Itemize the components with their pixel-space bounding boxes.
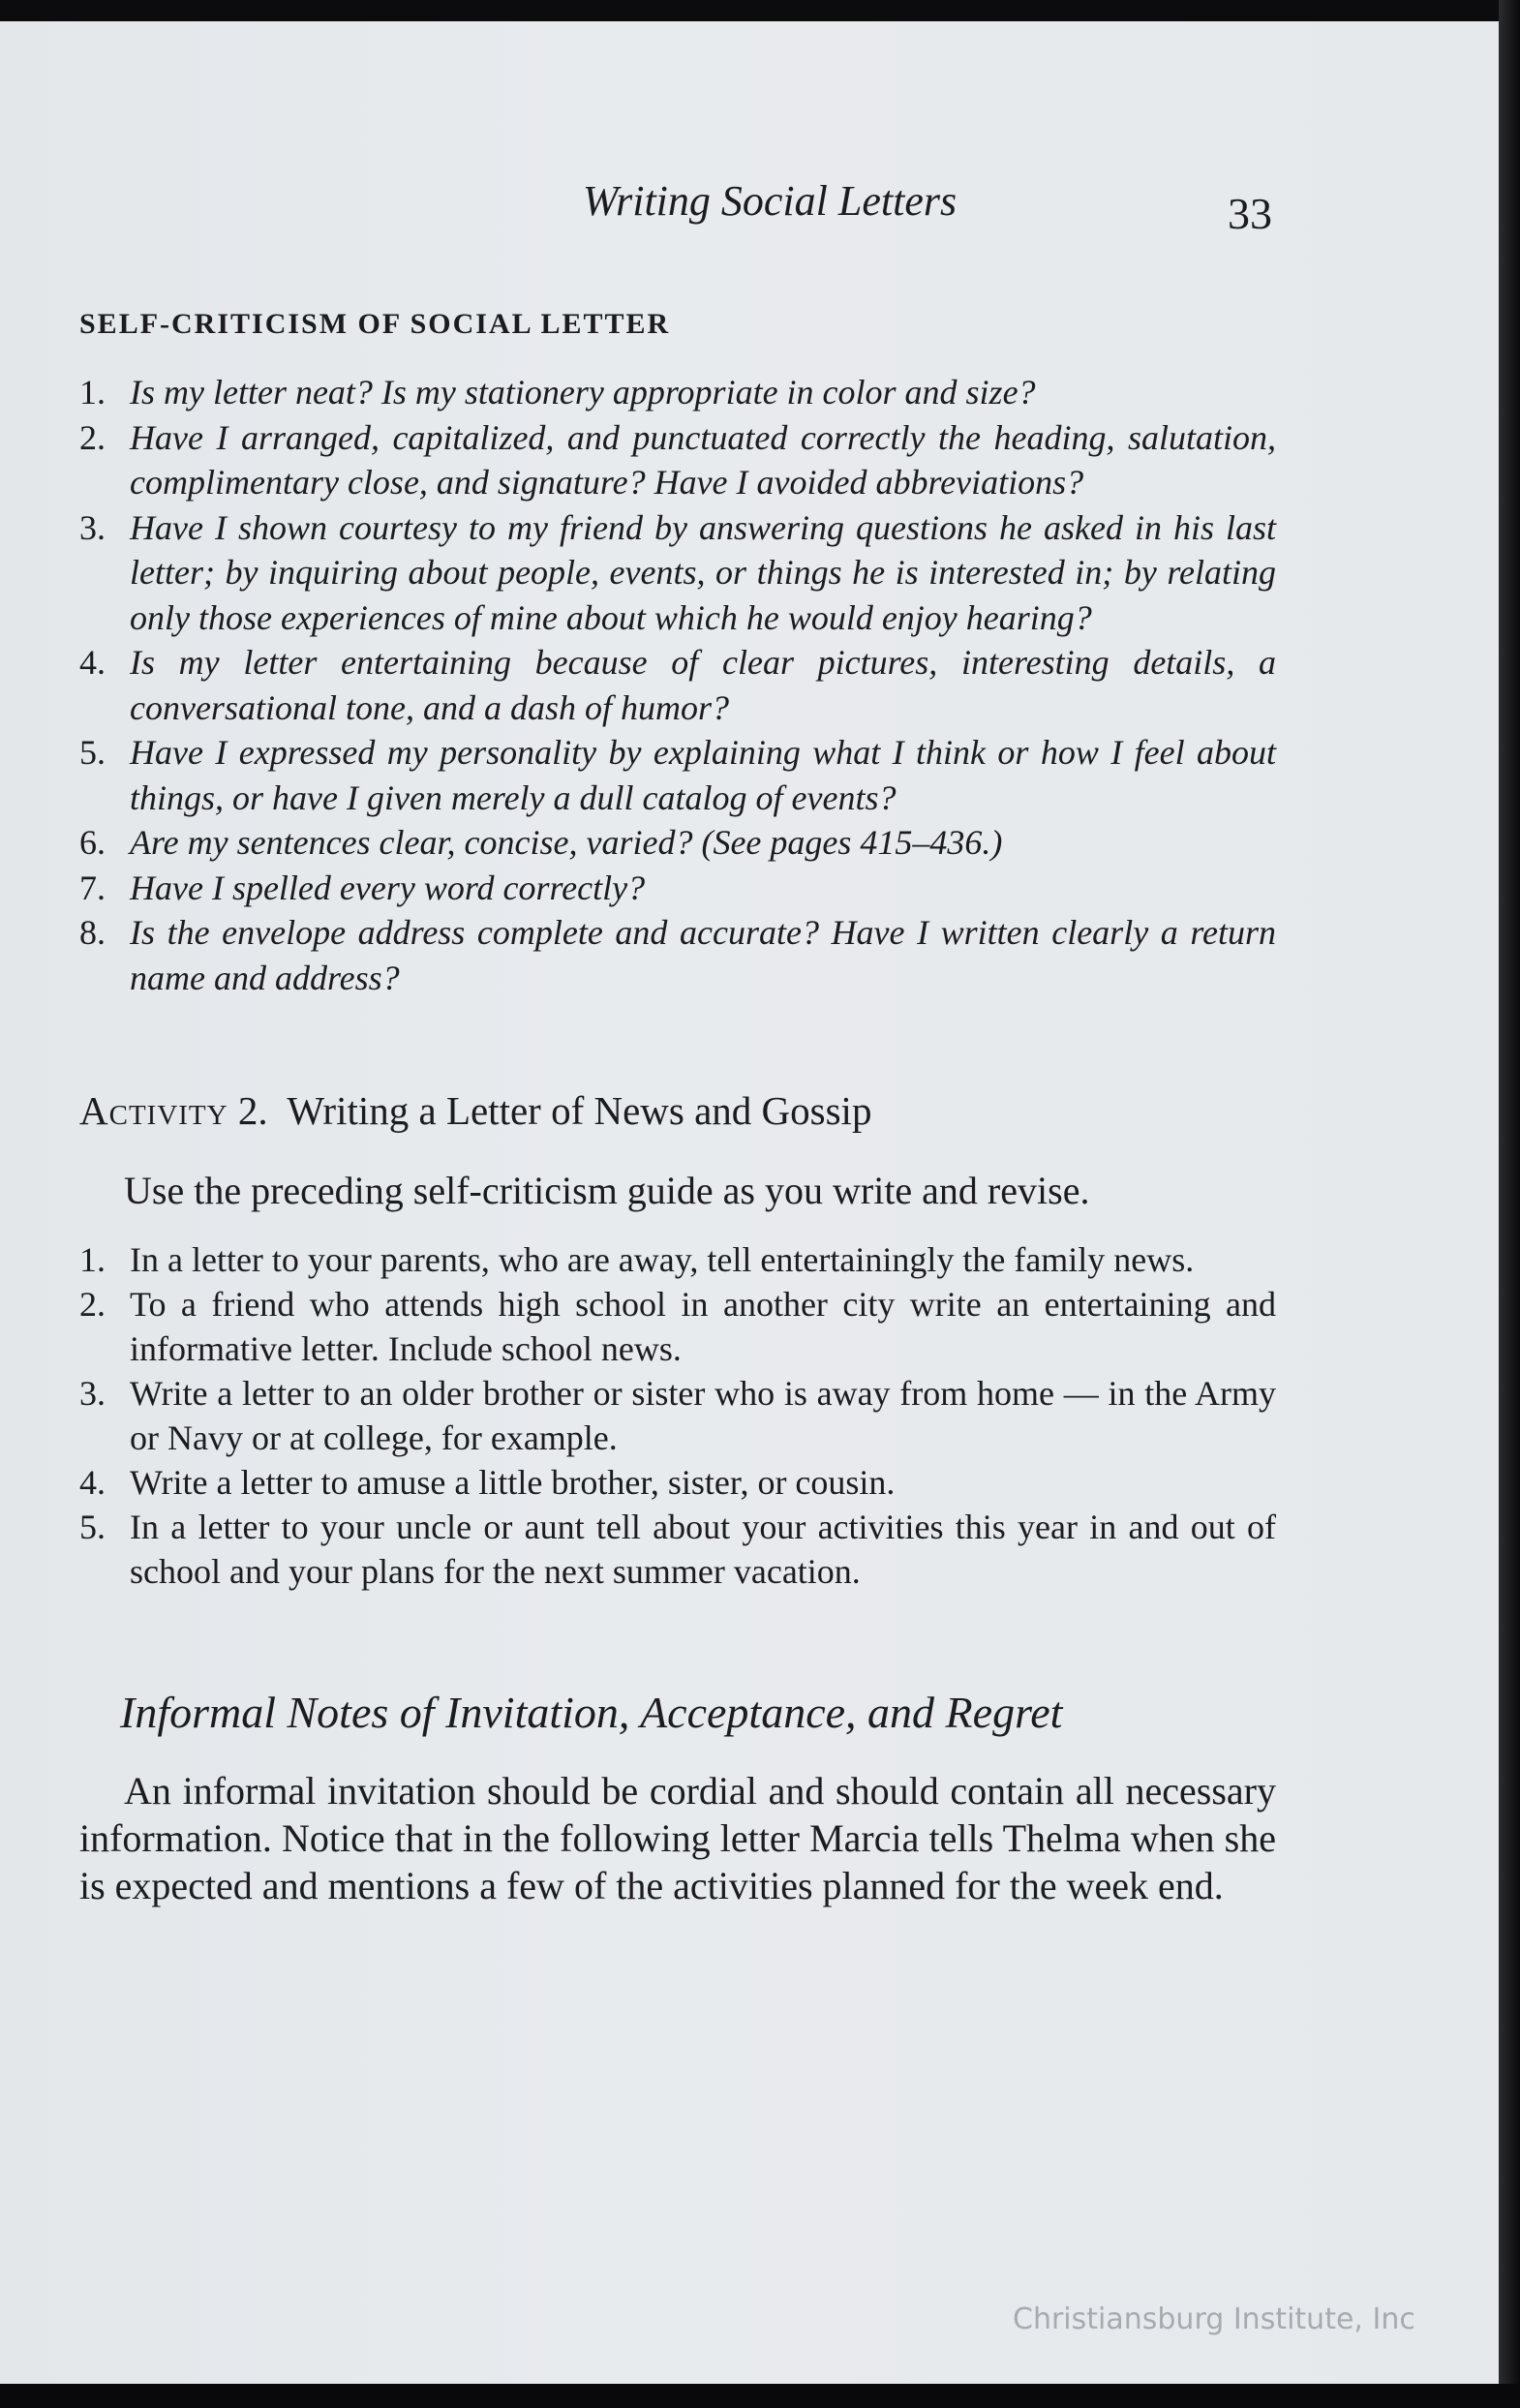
item-text: To a friend who attends high school in another city write an entertaining and informative letter. Include school news. bbox=[130, 1285, 1276, 1368]
list-item bbox=[79, 1237, 1276, 1282]
item-text: Have I arranged, capitalized, and punctuated correctly the heading, salutation, complimentary close, and signature? Have I avoided abbreviations? bbox=[130, 417, 1276, 502]
page-number: 33 bbox=[1228, 189, 1272, 238]
activity-number: 2. bbox=[237, 1088, 268, 1133]
item-number: 4. bbox=[79, 1463, 106, 1502]
self-criticism-list bbox=[79, 370, 1276, 1000]
list-item bbox=[79, 640, 1276, 730]
section-title: Informal Notes of Invitation, Acceptance, and Regret bbox=[120, 1688, 1063, 1737]
list-item bbox=[79, 1505, 1276, 1594]
running-head bbox=[0, 176, 1394, 226]
item-number: 1. bbox=[79, 373, 106, 411]
item-number: 5. bbox=[79, 1508, 106, 1546]
item-number: 4. bbox=[79, 643, 106, 682]
item-text: In a letter to your uncle or aunt tell about your activities this year in and out of school and your plans for the next summer vacation. bbox=[130, 1508, 1276, 1591]
activity-label: Activity bbox=[79, 1088, 228, 1133]
activity-intro: Use the preceding self-criticism guide as you write and revise. bbox=[124, 1169, 1090, 1212]
item-number: 1. bbox=[79, 1240, 106, 1279]
watermark: Christiansburg Institute, Inc bbox=[1013, 2302, 1415, 2336]
activity-heading bbox=[79, 1087, 1276, 1134]
section-paragraph: An informal invitation should be cordial and should contain all necessary information. Notice that in the following letter Marcia tells Thelma when she is expected and mentions a few of the activities planned for the week end. bbox=[79, 1769, 1276, 1907]
list-item bbox=[79, 505, 1276, 641]
activity-list bbox=[79, 1237, 1276, 1594]
item-number: 8. bbox=[79, 913, 106, 952]
item-number: 5. bbox=[79, 733, 106, 772]
item-text: Is my letter neat? Is my stationery appropriate in color and size? bbox=[130, 373, 1036, 411]
item-number: 3. bbox=[79, 1374, 106, 1413]
item-text: Have I spelled every word correctly? bbox=[130, 868, 646, 907]
item-text: Have I shown courtesy to my friend by answering questions he asked in his last letter; by inquiring about people, events, or things he is interested in; by relating only those experiences of mine about which he would enjoy hearing? bbox=[130, 507, 1276, 637]
activity-title: Writing a Letter of News and Gossip bbox=[287, 1088, 872, 1133]
item-number: 2. bbox=[79, 1285, 106, 1324]
list-item bbox=[79, 866, 1276, 911]
list-item bbox=[79, 910, 1276, 1000]
list-item bbox=[79, 730, 1276, 820]
item-text: Write a letter to an older brother or sister who is away from home — in the Army or Navy or at college, for example. bbox=[130, 1374, 1276, 1457]
item-number: 3. bbox=[79, 507, 106, 547]
list-item bbox=[79, 1282, 1276, 1371]
item-text: Are my sentences clear, concise, varied? (See pages 415–436.) bbox=[130, 823, 1003, 862]
list-item bbox=[79, 1460, 1276, 1505]
item-number: 2. bbox=[79, 417, 106, 457]
page-content bbox=[79, 308, 1276, 1933]
list-item bbox=[79, 1371, 1276, 1460]
item-number: 7. bbox=[79, 868, 106, 907]
running-head-text: Writing Social Letters bbox=[582, 177, 958, 225]
list-item bbox=[79, 370, 1276, 415]
book-page bbox=[0, 21, 1499, 2384]
item-text: Is the envelope address complete and accurate? Have I written clearly a return name and address? bbox=[130, 913, 1276, 997]
item-text: Have I expressed my personality by explaining what I think or how I feel about things, or have I given merely a dull catalog of events? bbox=[130, 733, 1276, 817]
item-text: Write a letter to amuse a little brother, sister, or cousin. bbox=[130, 1463, 896, 1502]
page-edge-bottom bbox=[0, 2384, 1520, 2408]
page-edge-right bbox=[1499, 0, 1520, 2408]
self-criticism-heading: SELF-CRITICISM OF SOCIAL LETTER bbox=[79, 308, 671, 340]
item-text: In a letter to your parents, who are away, tell entertainingly the family news. bbox=[130, 1240, 1195, 1279]
list-item bbox=[79, 415, 1276, 505]
list-item bbox=[79, 820, 1276, 866]
item-number: 6. bbox=[79, 823, 106, 862]
item-text: Is my letter entertaining because of clear pictures, interesting details, a conversational tone, and a dash of humor? bbox=[130, 643, 1276, 727]
